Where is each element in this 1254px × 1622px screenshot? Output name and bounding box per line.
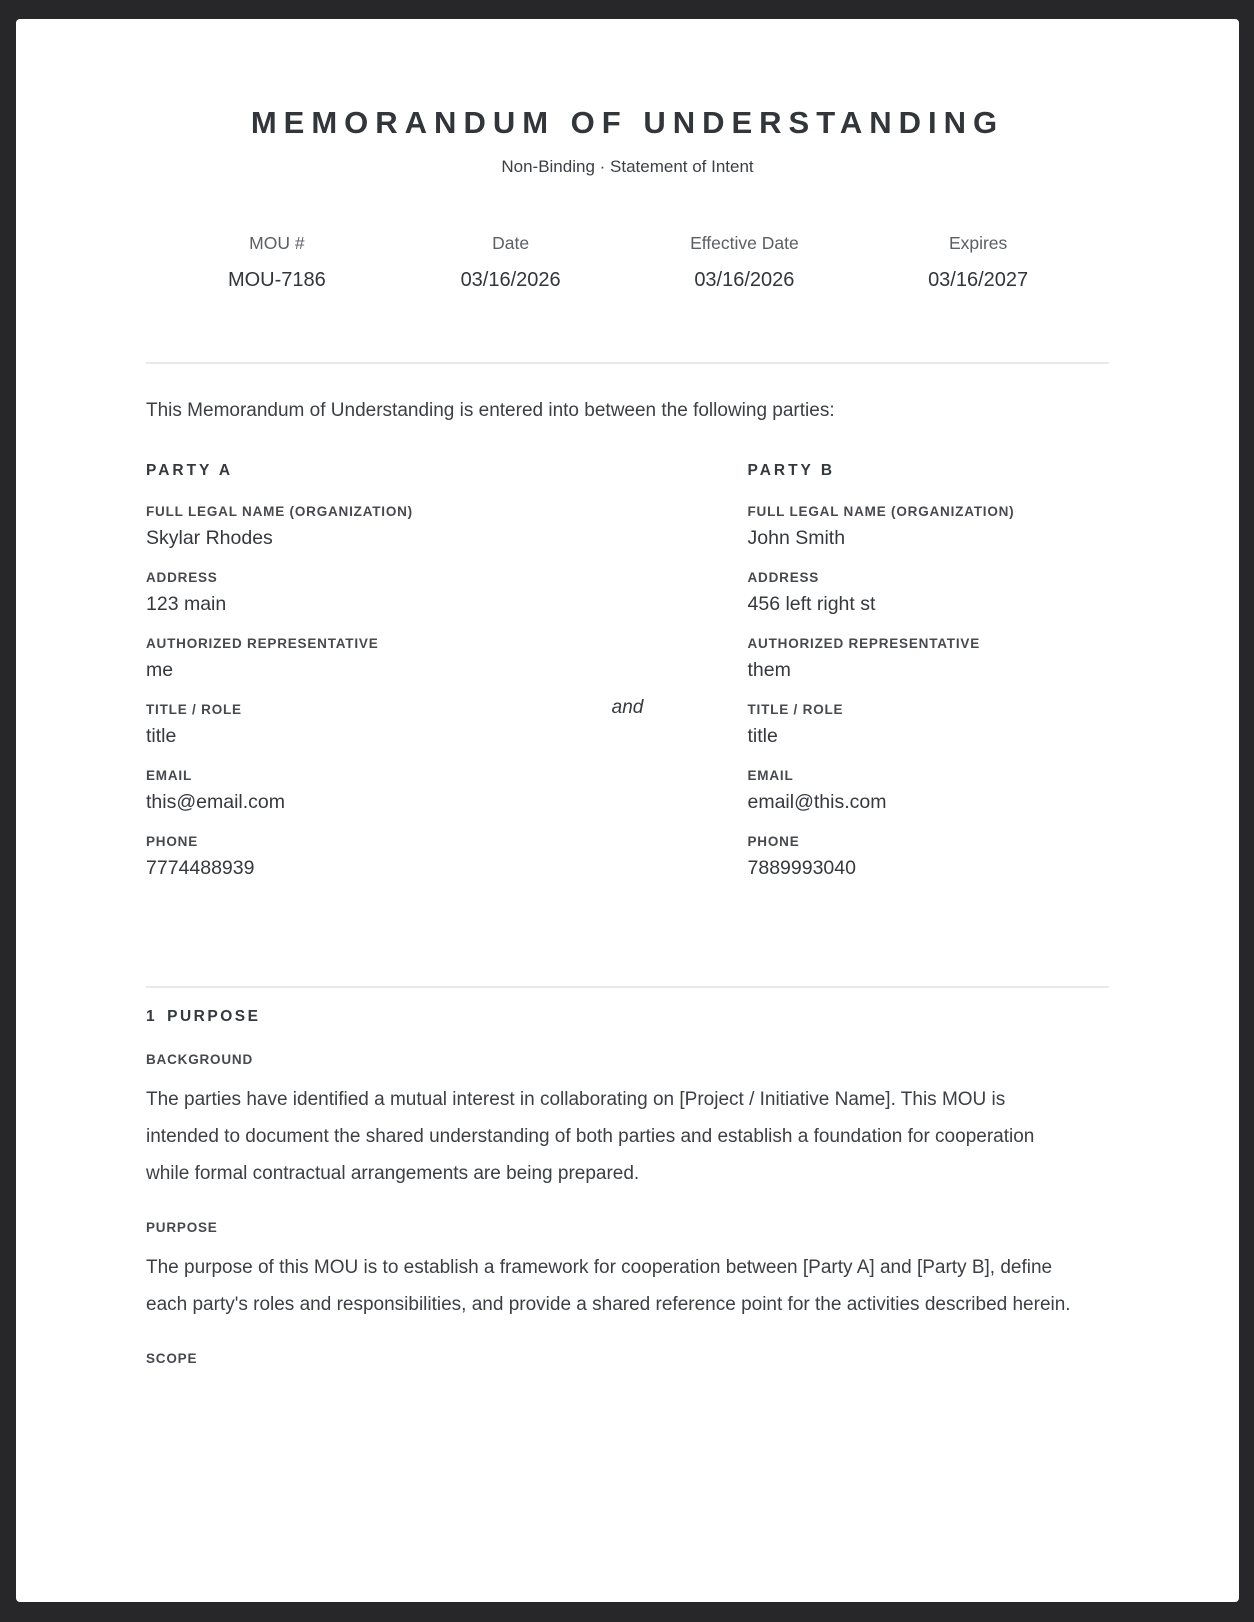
field-value: title xyxy=(146,724,177,747)
field-value: email@this.com xyxy=(747,790,887,813)
meta-item-mou-number xyxy=(160,233,394,292)
connector-cell xyxy=(508,462,748,900)
party-b-field-address xyxy=(748,570,1110,616)
divider xyxy=(146,986,1109,988)
field-label: AUTHORIZED REPRESENTATIVE xyxy=(747,635,981,651)
subsection-label-purpose: PURPOSE xyxy=(146,1219,218,1235)
field-label: TITLE / ROLE xyxy=(146,701,242,717)
field-value: 7774488939 xyxy=(146,856,255,879)
subsection-text-background: The parties have identified a mutual interest in collaborating on [Project / Initiative Name]. This MOU is intended to document the shared understanding of both parties and establish a foundation for cooperation while formal contractual arrangements are being prepared. xyxy=(146,1088,1035,1184)
field-label: ADDRESS xyxy=(747,569,820,585)
parties-grid xyxy=(146,462,1109,900)
parties-intro: This Memorandum of Understanding is entered into between the following parties: xyxy=(146,399,835,421)
field-label: AUTHORIZED REPRESENTATIVE xyxy=(146,635,379,651)
party-a-field-authorized-representative xyxy=(146,636,508,682)
meta-label: Expires xyxy=(948,232,1008,253)
meta-value: 03/16/2026 xyxy=(460,268,561,291)
party-a-field-address xyxy=(146,570,508,616)
field-value: this@email.com xyxy=(146,790,285,813)
party-b-field-title-role xyxy=(748,702,1110,748)
party-a-column xyxy=(146,462,508,900)
field-label: PHONE xyxy=(146,833,199,849)
meta-value: MOU-7186 xyxy=(227,268,326,291)
party-a-field-title-role xyxy=(146,702,508,748)
party-a-field-phone xyxy=(146,834,508,880)
party-a-heading: PARTY A xyxy=(146,461,234,479)
meta-label: MOU # xyxy=(249,232,305,253)
meta-row xyxy=(146,233,1109,292)
field-value: 123 main xyxy=(146,592,227,615)
document-page xyxy=(16,19,1239,1602)
section-number: 1 xyxy=(146,1007,158,1025)
field-value: me xyxy=(146,658,174,681)
meta-label: Date xyxy=(492,232,530,253)
doc-subtitle: Non-Binding · Statement of Intent xyxy=(501,156,754,176)
field-label: EMAIL xyxy=(747,767,794,783)
field-label: FULL LEGAL NAME (ORGANIZATION) xyxy=(747,503,1015,519)
subsection-label-background: BACKGROUND xyxy=(146,1051,253,1067)
field-label: TITLE / ROLE xyxy=(747,701,844,717)
field-label: EMAIL xyxy=(146,767,192,783)
meta-item-expires xyxy=(861,233,1095,292)
party-a-field-email xyxy=(146,768,508,814)
party-a-field-full-legal-name xyxy=(146,504,508,550)
and-connector: and xyxy=(611,697,644,719)
field-value: John Smith xyxy=(747,526,846,549)
party-b-field-phone xyxy=(748,834,1110,880)
field-value: Skylar Rhodes xyxy=(146,526,273,549)
party-b-heading: PARTY B xyxy=(747,461,836,479)
section-heading-purpose xyxy=(146,1008,1109,1026)
party-b-field-authorized-representative xyxy=(748,636,1110,682)
field-value: them xyxy=(747,658,791,681)
field-value: 7889993040 xyxy=(747,856,856,879)
meta-label: Effective Date xyxy=(690,232,799,253)
subsection-label-scope: SCOPE xyxy=(146,1350,198,1366)
subsection-text-purpose: The purpose of this MOU is to establish a framework for cooperation between [Party A] and [Party B], define each party's roles and responsibilities, and provide a shared reference point for the activities described herein. xyxy=(146,1256,1071,1315)
divider xyxy=(146,362,1109,364)
meta-item-date xyxy=(394,233,628,292)
field-value: title xyxy=(747,724,778,747)
field-value: 456 left right st xyxy=(747,592,876,615)
field-label: FULL LEGAL NAME (ORGANIZATION) xyxy=(146,503,413,519)
party-b-column xyxy=(748,462,1110,900)
party-b-field-email xyxy=(748,768,1110,814)
section-title: PURPOSE xyxy=(167,1007,261,1025)
field-label: ADDRESS xyxy=(146,569,218,585)
field-label: PHONE xyxy=(747,833,800,849)
doc-title: MEMORANDUM OF UNDERSTANDING xyxy=(250,105,1005,140)
meta-value: 03/16/2026 xyxy=(694,268,795,291)
party-b-field-full-legal-name xyxy=(748,504,1110,550)
meta-item-effective-date xyxy=(628,233,862,292)
meta-value: 03/16/2027 xyxy=(928,268,1029,291)
